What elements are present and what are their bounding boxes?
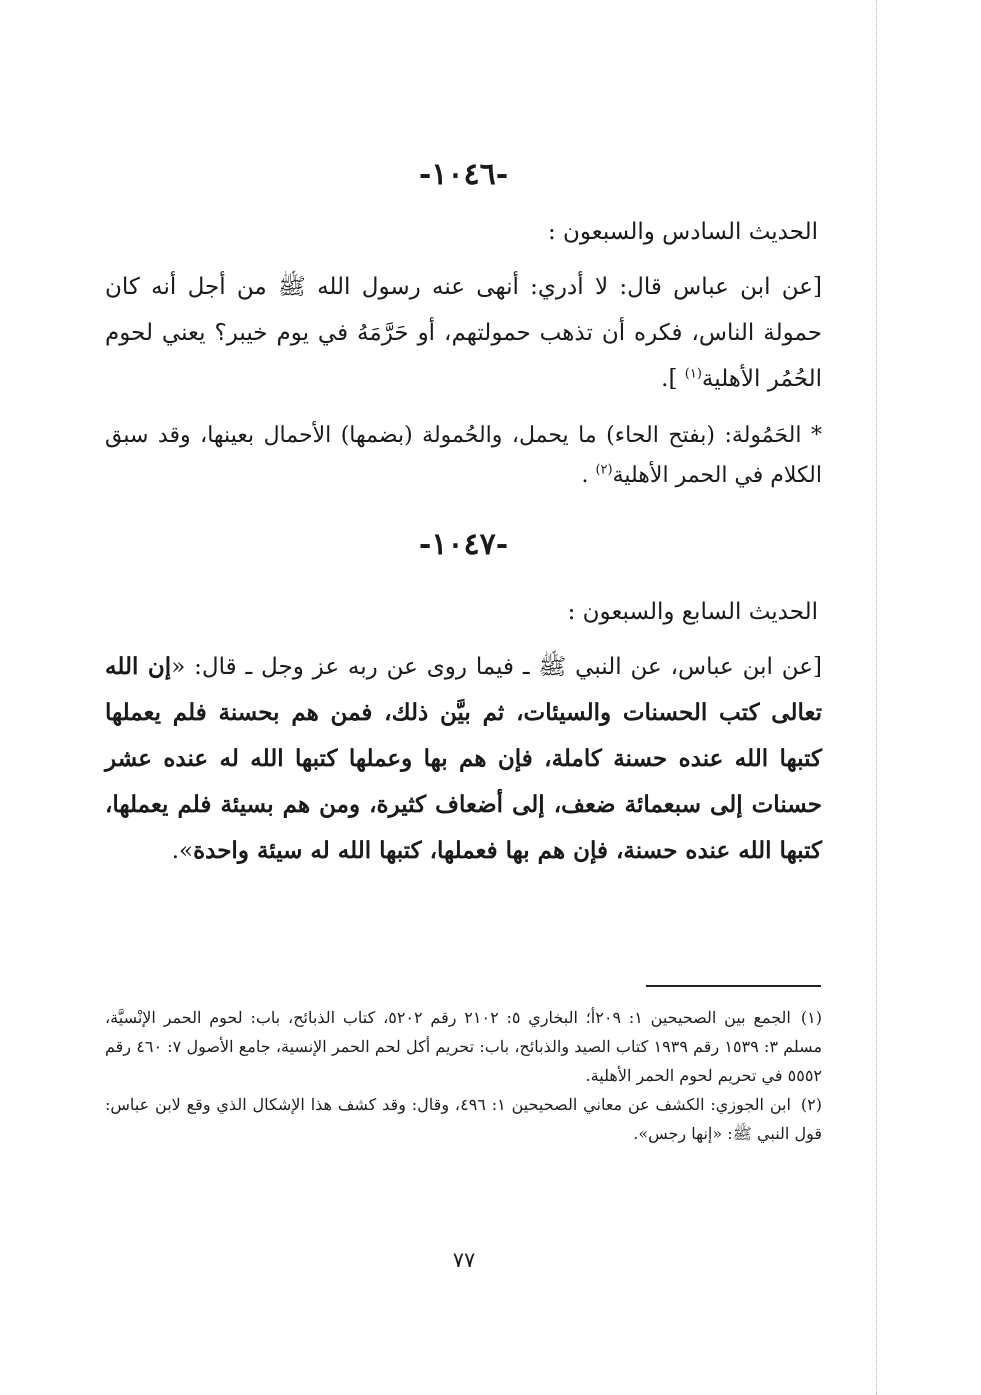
- hadith-1047-intro: [عن ابن عباس، عن النبي ﷺ ـ فيما روى عن ربه عز وجل ـ قال: «: [171, 654, 822, 680]
- hadith-1047-number: -١٠٤٧-: [418, 527, 509, 562]
- hadith-1046-number: -١٠٤٦-: [418, 157, 509, 192]
- hadith-1047-closing: ».: [171, 838, 194, 864]
- main-text: [105, 150, 822, 874]
- footnote-separator: [646, 985, 821, 987]
- hadith-1047-title: الحديث السابع والسبعون :: [567, 599, 818, 625]
- footnotes: [105, 1003, 822, 1148]
- footnote-1-text: الجمع بين الصحيحين ١: ٢٠٩أ؛ البخاري ٥: ٢١٠٢ رقم ٥٢٠٢، كتاب الذبائح، باب: لحوم الحمر الإنْسيَّة، مسلم ٣: ١٥٣٩ رقم ١٩٣٩ كتاب الصيد والذبائح، باب: تحريم أكل لحم الحمر الإنسية، جامع الأصول ٧: ٤٦٠ رقم ٥٥٥٢ في تحريم لحوم الحمر الأهلية.: [105, 1008, 823, 1085]
- hadith-1046-closing: ].: [661, 366, 685, 392]
- footnote-2-text: ابن الجوزي: الكشف عن معاني الصحيحين ١: ٤٩٦، وقال: وقد كشف هذا الإشكال الذي وقع لابن عباس: قول النبي ﷺ: «إنها رجس».: [105, 1095, 822, 1143]
- footnote-2-mark: (٢): [800, 1095, 822, 1114]
- explanation-body: * الحَمُولة: (بفتح الحاء) ما يحمل، والحُمولة (بضمها) الأحمال بعينها، وقد سبق الكلام في الحمر الأهلية: [105, 423, 822, 488]
- footnote-ref-1[interactable]: (١): [684, 366, 702, 382]
- hadith-1046-body: [عن ابن عباس قال: لا أدري: أنهى عنه رسول الله ﷺ من أجل أنه كان حمولة الناس، فكره أن تذهب حمولتهم، أو حَرَّمَهُ في يوم خيبر؟ يعني لحوم الحُمُر الأهلية: [105, 274, 822, 392]
- hadith-1047-text: [105, 644, 822, 874]
- footnote-1-mark: (١): [800, 1008, 822, 1027]
- hadith-1046-title: الحديث السادس والسبعون :: [547, 219, 818, 245]
- hadith-1046-text: [105, 264, 822, 402]
- footnote-2: [105, 1090, 822, 1148]
- footnote-1: [105, 1003, 822, 1090]
- footnote-ref-2[interactable]: (٢): [595, 462, 613, 478]
- page-number: ٧٧: [452, 1248, 476, 1272]
- binding-dotted-line: [876, 0, 877, 1395]
- hadith-1047-body: إن الله تعالى كتب الحسنات والسيئات، ثم بيَّن ذلك، فمن هم بحسنة فلم يعملها كتبها الله عنده حسنة كاملة، فإن هم بها وعملها كتبها الله له عنده عشر حسنات إلى سبعمائة ضعف، إلى أضعاف كثيرة، ومن هم بسيئة فلم يعملها، كتبها الله عنده حسنة، فإن هم بها فعملها، كتبها الله له سيئة واحدة: [105, 653, 822, 864]
- explanation-closing: .: [581, 463, 596, 488]
- hadith-1046-explanation: [105, 416, 822, 496]
